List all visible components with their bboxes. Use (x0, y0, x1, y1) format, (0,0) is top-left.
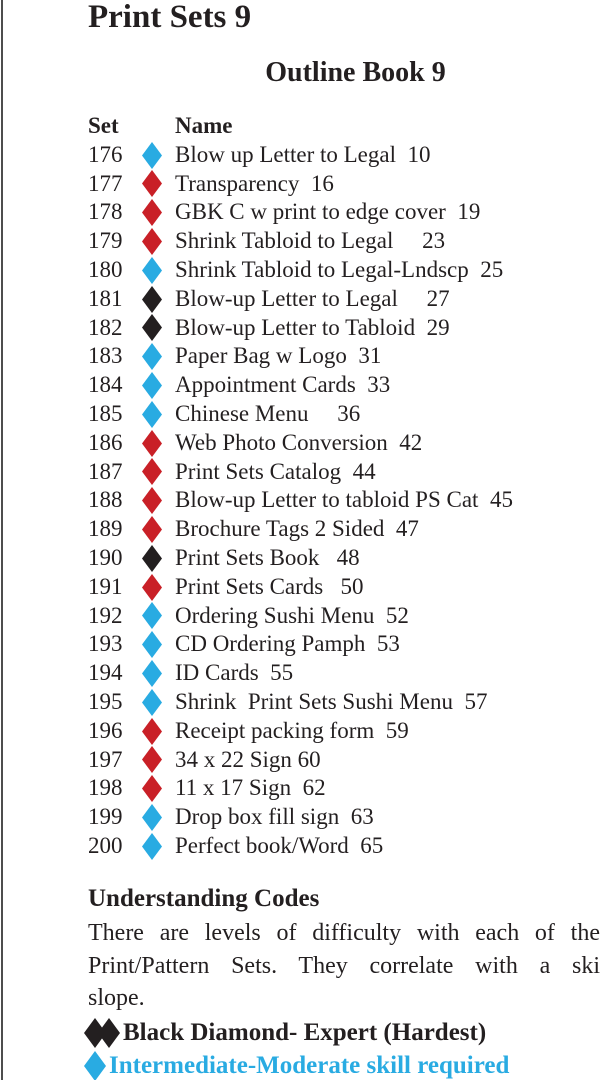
set-name: Appointment Cards 33 (175, 372, 391, 398)
set-name: Blow-up Letter to Tabloid 29 (175, 314, 450, 340)
difficulty-cell (140, 718, 162, 745)
set-number: 183 (88, 343, 123, 369)
set-column-header: Set (88, 113, 119, 138)
set-name: Shrink Tabloid to Legal 23 (175, 228, 446, 254)
table-row (88, 314, 600, 343)
blue-diamond-icon (142, 833, 162, 860)
difficulty-cell (140, 372, 162, 399)
difficulty-cell (140, 746, 162, 773)
table-row (88, 227, 600, 256)
table-row (88, 170, 600, 199)
black-diamond-icon (142, 314, 162, 341)
table-row (88, 458, 600, 487)
difficulty-cell (140, 401, 162, 428)
set-number: 191 (88, 573, 123, 599)
set-number: 187 (88, 458, 123, 484)
red-diamond-icon (142, 228, 162, 255)
set-name: Perfect book/Word 65 (175, 832, 384, 858)
difficulty-cell (140, 314, 162, 341)
table-row (88, 573, 600, 602)
table-header-row (88, 112, 600, 141)
set-name: Paper Bag w Logo 31 (175, 343, 382, 369)
set-name: Blow-up Letter to Legal 27 (175, 285, 450, 311)
difficulty-cell (140, 228, 162, 255)
red-diamond-icon (142, 718, 162, 745)
red-diamond-icon (142, 487, 162, 514)
set-number: 185 (88, 400, 123, 426)
table-row (88, 659, 600, 688)
legend-item (84, 1017, 600, 1050)
page-edge-line (1, 0, 3, 1080)
red-diamond-icon (142, 746, 162, 773)
set-name: 11 x 17 Sign 62 (175, 775, 326, 801)
set-name: Web Photo Conversion 42 (175, 429, 423, 455)
blue-diamond-icon (142, 401, 162, 428)
table-row (88, 486, 600, 515)
red-diamond-icon (142, 199, 162, 226)
set-number: 194 (88, 660, 123, 686)
blue-diamond-icon (142, 660, 162, 687)
set-number: 195 (88, 688, 123, 714)
difficulty-legend (88, 1017, 600, 1080)
blue-diamond-icon (142, 804, 162, 831)
difficulty-cell (140, 602, 162, 629)
difficulty-cell (140, 631, 162, 658)
set-number: 178 (88, 199, 123, 225)
set-number: 189 (88, 516, 123, 542)
red-diamond-icon (142, 574, 162, 601)
difficulty-cell (140, 199, 162, 226)
set-number: 184 (88, 372, 123, 398)
table-row (88, 371, 600, 400)
set-name: Shrink Print Sets Sushi Menu 57 (175, 688, 488, 714)
set-number: 176 (88, 141, 123, 167)
set-name: Blow-up Letter to tabloid PS Cat 45 (175, 487, 513, 513)
set-name: Transparency 16 (175, 170, 334, 196)
set-name: ID Cards 55 (175, 660, 294, 686)
table-row (88, 688, 600, 717)
set-name: Print Sets Cards 50 (175, 573, 364, 599)
table-row (88, 746, 600, 775)
table-row (88, 285, 600, 314)
table-row (88, 141, 600, 170)
black-diamond-icon (142, 286, 162, 313)
table-row (88, 429, 600, 458)
table-body (88, 141, 600, 861)
set-name: Brochure Tags 2 Sided 47 (175, 516, 419, 542)
set-number: 197 (88, 746, 123, 772)
difficulty-cell (140, 142, 162, 169)
table-row (88, 400, 600, 429)
set-name: Chinese Menu 36 (175, 400, 361, 426)
red-diamond-icon (142, 458, 162, 485)
table-row (88, 256, 600, 285)
difficulty-cell (140, 775, 162, 802)
set-number: 190 (88, 544, 123, 570)
page-title: Print Sets 9 (88, 0, 252, 35)
set-number: 179 (88, 228, 123, 254)
difficulty-cell (140, 689, 162, 716)
legend-label: Intermediate-Moderate skill required (109, 1052, 510, 1079)
table-row (88, 198, 600, 227)
black-diamond-icon (98, 1018, 120, 1048)
name-column-header: Name (175, 113, 233, 138)
print-sets-table (88, 112, 600, 861)
set-number: 186 (88, 429, 123, 455)
difficulty-cell (140, 516, 162, 543)
legend-label: Black Diamond- Expert (Hardest) (123, 1019, 487, 1046)
codes-paragraph (88, 917, 600, 1015)
codes-paragraph-line: slope. (88, 985, 145, 1011)
table-row (88, 544, 600, 573)
table-row (88, 630, 600, 659)
difficulty-cell (140, 458, 162, 485)
set-number: 192 (88, 602, 123, 628)
codes-heading: Understanding Codes (88, 885, 320, 912)
set-name: Print Sets Book 48 (175, 544, 360, 570)
set-number: 180 (88, 256, 123, 282)
difficulty-cell (140, 804, 162, 831)
blue-diamond-icon (142, 602, 162, 629)
set-name: Ordering Sushi Menu 52 (175, 602, 409, 628)
red-diamond-icon (142, 170, 162, 197)
set-name: GBK C w print to edge cover 19 (175, 199, 481, 225)
table-row (88, 832, 600, 861)
set-number: 198 (88, 775, 123, 801)
difficulty-cell (140, 574, 162, 601)
table-row (88, 803, 600, 832)
set-number: 181 (88, 285, 123, 311)
set-number: 200 (88, 832, 123, 858)
set-name: 34 x 22 Sign 60 (175, 746, 321, 772)
red-diamond-icon (142, 516, 162, 543)
set-name: Print Sets Catalog 44 (175, 458, 376, 484)
difficulty-cell (140, 170, 162, 197)
blue-diamond-icon (142, 631, 162, 658)
difficulty-cell (140, 257, 162, 284)
blue-diamond-icon (142, 689, 162, 716)
table-row (88, 717, 600, 746)
set-number: 188 (88, 487, 123, 513)
set-number: 193 (88, 631, 123, 657)
difficulty-cell (140, 660, 162, 687)
set-name: Shrink Tabloid to Legal-Lndscp 25 (175, 256, 504, 282)
set-name: Receipt packing form 59 (175, 717, 409, 743)
blue-diamond-icon (142, 257, 162, 284)
set-number: 177 (88, 170, 123, 196)
blue-diamond-icon (142, 142, 162, 169)
red-diamond-icon (142, 775, 162, 802)
table-row (88, 774, 600, 803)
table-row (88, 342, 600, 371)
table-row (88, 515, 600, 544)
understanding-codes-section (88, 884, 600, 1080)
set-name: Drop box fill sign 63 (175, 804, 374, 830)
difficulty-cell (140, 487, 162, 514)
difficulty-cell (140, 430, 162, 457)
red-diamond-icon (142, 430, 162, 457)
codes-paragraph-line: Print/Pattern Sets. They correlate with a ski (88, 952, 600, 979)
blue-diamond-icon (142, 343, 162, 370)
legend-diamond-cell (98, 1018, 120, 1048)
difficulty-cell (140, 286, 162, 313)
codes-paragraph-line: There are levels of difficulty with each of the (88, 920, 600, 946)
set-number: 196 (88, 717, 123, 743)
difficulty-cell (140, 343, 162, 370)
blue-diamond-icon (142, 372, 162, 399)
outline-book-heading: Outline Book 9 (265, 57, 446, 88)
difficulty-cell (140, 833, 162, 860)
black-diamond-icon (142, 545, 162, 572)
difficulty-cell (140, 545, 162, 572)
set-number: 199 (88, 804, 123, 830)
set-number: 182 (88, 314, 123, 340)
legend-diamond-cell (84, 1051, 106, 1080)
set-name: Blow up Letter to Legal 10 (175, 141, 431, 167)
blue-diamond-icon (84, 1051, 106, 1080)
table-row (88, 602, 600, 631)
legend-item (84, 1050, 600, 1080)
set-name: CD Ordering Pamph 53 (175, 631, 400, 657)
